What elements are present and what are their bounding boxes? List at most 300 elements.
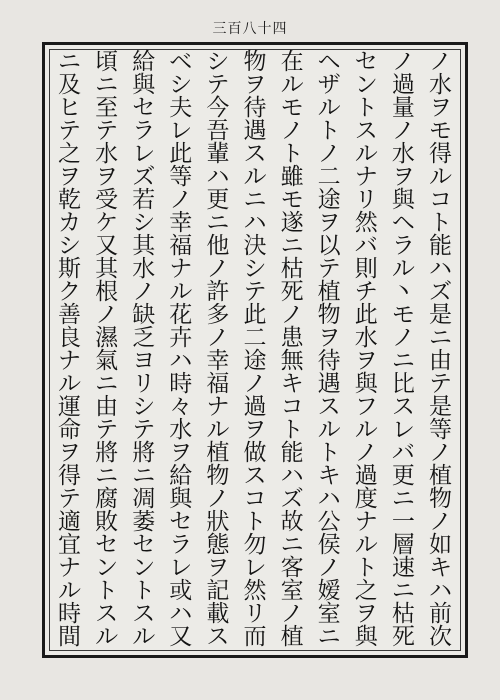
text-glyph: 時 (58, 601, 82, 627)
text-glyph: ル (132, 624, 156, 650)
text-glyph: ヲ (317, 325, 341, 351)
text-glyph: ナ (354, 164, 378, 190)
text-glyph: ト (354, 555, 378, 581)
text-glyph: 此 (169, 141, 193, 167)
text-column-9 (125, 49, 162, 650)
text-glyph: 患 (280, 325, 304, 351)
text-glyph: ノ (317, 555, 341, 581)
text-glyph: 其 (132, 233, 156, 259)
text-glyph: 更 (391, 463, 415, 489)
text-glyph: 植 (280, 624, 304, 650)
text-glyph: 之 (354, 578, 378, 604)
text-glyph: 由 (95, 394, 119, 420)
text-glyph: バ (354, 233, 378, 259)
text-glyph: シ (206, 49, 230, 75)
text-glyph: ヒ (58, 95, 82, 121)
text-column-3 (348, 49, 385, 650)
text-glyph: 枯 (391, 601, 415, 627)
text-glyph: ニ (95, 463, 119, 489)
text-glyph: ス (243, 463, 267, 489)
text-glyph: 多 (206, 302, 230, 328)
text-glyph: ノ (132, 279, 156, 305)
text-glyph: 花 (169, 302, 193, 328)
text-glyph: ス (206, 624, 230, 650)
page-number: 三百八十四 (212, 21, 288, 37)
text-glyph: ハ (206, 164, 230, 190)
text-glyph: ル (95, 624, 119, 650)
text-glyph: ノ (391, 118, 415, 144)
text-glyph: ヘ (317, 49, 341, 75)
text-glyph: 途 (317, 187, 341, 213)
text-glyph: ル (317, 417, 341, 443)
text-glyph: 時 (169, 371, 193, 397)
text-glyph: 丶 (391, 279, 415, 305)
text-glyph: ラ (169, 532, 193, 558)
text-glyph: 斯 (58, 256, 82, 282)
text-glyph: 室 (317, 601, 341, 627)
text-glyph: ベ (169, 49, 193, 75)
text-glyph: 水 (428, 72, 452, 98)
text-glyph: ノ (428, 49, 452, 75)
text-glyph: 水 (95, 141, 119, 167)
text-glyph: ト (354, 95, 378, 121)
text-glyph: キ (317, 463, 341, 489)
text-glyph: ニ (95, 371, 119, 397)
text-glyph: ル (428, 164, 452, 190)
text-glyph: リ (243, 601, 267, 627)
text-glyph: 過 (391, 72, 415, 98)
text-glyph: チ (354, 279, 378, 305)
text-glyph: 間 (58, 624, 82, 650)
text-glyph: 福 (169, 233, 193, 259)
text-glyph: ル (280, 72, 304, 98)
text-glyph: 死 (391, 624, 415, 650)
text-glyph: ル (354, 141, 378, 167)
text-glyph: ラ (132, 118, 156, 144)
text-glyph: 得 (58, 463, 82, 489)
text-glyph: バ (391, 440, 415, 466)
text-glyph: セ (169, 509, 193, 535)
text-glyph: ハ (169, 348, 193, 374)
text-column-8 (162, 49, 199, 650)
text-glyph: ヲ (58, 164, 82, 190)
text-glyph: 嫒 (317, 578, 341, 604)
text-glyph: ノ (280, 601, 304, 627)
text-glyph: ト (95, 578, 119, 604)
text-glyph: ス (95, 601, 119, 627)
text-glyph: 水 (391, 141, 415, 167)
text-glyph: 度 (354, 486, 378, 512)
text-glyph: 與 (169, 486, 193, 512)
text-column-2 (385, 49, 422, 650)
text-glyph: セ (132, 95, 156, 121)
text-glyph: 卉 (169, 325, 193, 351)
text-column-1 (422, 49, 459, 650)
text-glyph: リ (132, 371, 156, 397)
text-glyph: ト (280, 417, 304, 443)
text-glyph: ル (243, 164, 267, 190)
text-glyph: 或 (169, 578, 193, 604)
text-glyph: 受 (95, 187, 119, 213)
text-glyph: 記 (206, 578, 230, 604)
text-column-10 (88, 49, 125, 650)
text-glyph: カ (58, 210, 82, 236)
text-glyph: 許 (206, 279, 230, 305)
text-glyph: 速 (391, 555, 415, 581)
text-glyph: 過 (354, 463, 378, 489)
text-glyph: リ (354, 187, 378, 213)
text-glyph: 此 (354, 302, 378, 328)
text-glyph: 將 (132, 440, 156, 466)
text-glyph: 物 (243, 49, 267, 75)
text-glyph: ハ (169, 601, 193, 627)
text-glyph: 給 (169, 463, 193, 489)
text-glyph: 根 (95, 279, 119, 305)
text-glyph: テ (428, 371, 452, 397)
text-glyph: ニ (391, 578, 415, 604)
text-glyph: ノ (428, 509, 452, 535)
text-glyph: 死 (280, 279, 304, 305)
text-glyph: ズ (280, 486, 304, 512)
text-glyph: レ (391, 417, 415, 443)
text-glyph: 頃 (95, 49, 119, 75)
text-glyph: ノ (206, 256, 230, 282)
text-glyph: ル (58, 578, 82, 604)
text-glyph: 態 (206, 532, 230, 558)
text-glyph: ル (391, 256, 415, 282)
text-glyph: 及 (58, 72, 82, 98)
text-glyph: ノ (391, 49, 415, 75)
text-glyph: 客 (280, 555, 304, 581)
text-glyph: シ (58, 233, 82, 259)
text-glyph: シ (132, 394, 156, 420)
text-glyph: 與 (132, 72, 156, 98)
text-glyph: 缺 (132, 302, 156, 328)
text-glyph: 狀 (206, 509, 230, 535)
text-glyph: 良 (58, 325, 82, 351)
text-glyph: 之 (58, 141, 82, 167)
text-glyph: 輩 (206, 141, 230, 167)
text-glyph: テ (95, 118, 119, 144)
text-glyph: ヲ (243, 417, 267, 443)
text-glyph: 做 (243, 440, 267, 466)
text-glyph: ヲ (95, 164, 119, 190)
text-glyph: テ (317, 256, 341, 282)
text-glyph: 能 (280, 440, 304, 466)
text-glyph: ン (95, 555, 119, 581)
text-glyph: 給 (132, 49, 156, 75)
text-glyph: モ (391, 302, 415, 328)
text-glyph: 室 (280, 578, 304, 604)
text-glyph: テ (132, 417, 156, 443)
text-glyph: モ (280, 187, 304, 213)
text-glyph: ル (354, 532, 378, 558)
text-glyph: 公 (317, 509, 341, 535)
text-glyph: ノ (428, 440, 452, 466)
text-glyph: ハ (428, 256, 452, 282)
text-column-5 (274, 49, 311, 650)
text-glyph: 又 (169, 624, 193, 650)
text-glyph: ニ (206, 210, 230, 236)
text-glyph: ス (243, 141, 267, 167)
text-glyph: 水 (132, 256, 156, 282)
text-glyph: ニ (391, 486, 415, 512)
text-glyph: ズ (428, 279, 452, 305)
text-glyph: ニ (58, 49, 82, 75)
text-glyph: 吾 (206, 118, 230, 144)
text-glyph: 二 (243, 325, 267, 351)
text-glyph: ト (132, 578, 156, 604)
text-glyph: 幸 (169, 210, 193, 236)
text-glyph: ナ (58, 555, 82, 581)
text-glyph: 比 (391, 371, 415, 397)
text-glyph: 遇 (243, 118, 267, 144)
text-glyph: キ (428, 555, 452, 581)
text-glyph: ト (280, 141, 304, 167)
text-glyph: ノ (317, 141, 341, 167)
text-column-4 (311, 49, 348, 650)
text-glyph: シ (132, 210, 156, 236)
text-glyph: ナ (58, 348, 82, 374)
text-glyph: 其 (95, 256, 119, 282)
text-glyph: 然 (243, 578, 267, 604)
text-glyph: 與 (354, 371, 378, 397)
text-glyph: 次 (428, 624, 452, 650)
text-glyph: 然 (354, 210, 378, 236)
text-glyph: ヲ (354, 601, 378, 627)
text-glyph: ヲ (354, 348, 378, 374)
text-glyph: ノ (243, 371, 267, 397)
text-glyph: モ (428, 118, 452, 144)
text-glyph: ノ (280, 302, 304, 328)
text-glyph: 以 (317, 233, 341, 259)
text-glyph: 腐 (95, 486, 119, 512)
text-glyph: 無 (280, 348, 304, 374)
text-frame (42, 42, 468, 658)
text-glyph: ヨ (132, 348, 156, 374)
text-glyph: ヲ (169, 440, 193, 466)
text-glyph: シ (169, 72, 193, 98)
text-glyph: ス (132, 601, 156, 627)
text-glyph: ヲ (317, 210, 341, 236)
text-glyph: レ (169, 118, 193, 144)
text-glyph: 又 (95, 233, 119, 259)
text-glyph: レ (243, 555, 267, 581)
text-glyph: 前 (428, 601, 452, 627)
text-glyph: ス (391, 394, 415, 420)
text-glyph: テ (243, 279, 267, 305)
text-glyph: 是 (428, 394, 452, 420)
text-column-11 (51, 49, 88, 650)
text-glyph: 物 (206, 463, 230, 489)
text-glyph: ル (58, 371, 82, 397)
text-glyph: ニ (132, 463, 156, 489)
text-glyph: ヲ (428, 95, 452, 121)
text-glyph: ニ (391, 348, 415, 374)
text-column-6 (236, 49, 273, 650)
text-glyph: 量 (391, 95, 415, 121)
text-glyph: 故 (280, 509, 304, 535)
text-glyph: 途 (243, 348, 267, 374)
text-glyph: 々 (169, 394, 193, 420)
text-glyph: 遇 (317, 371, 341, 397)
text-glyph: コ (243, 486, 267, 512)
text-glyph: ハ (428, 578, 452, 604)
text-glyph: 乏 (132, 325, 156, 351)
text-glyph: ナ (169, 256, 193, 282)
text-glyph: 在 (280, 49, 304, 75)
text-glyph: ト (317, 118, 341, 144)
text-glyph: ノ (354, 440, 378, 466)
text-glyph: 層 (391, 532, 415, 558)
text-glyph: キ (280, 371, 304, 397)
text-glyph: 與 (354, 624, 378, 650)
text-glyph: セ (95, 532, 119, 558)
text-glyph: ノ (206, 486, 230, 512)
text-glyph: 而 (243, 624, 267, 650)
text-glyph: 等 (169, 164, 193, 190)
text-glyph: 物 (317, 302, 341, 328)
text-glyph: 萎 (132, 509, 156, 535)
text-glyph: ト (317, 440, 341, 466)
text-glyph: 運 (58, 394, 82, 420)
text-glyph: 是 (428, 302, 452, 328)
text-glyph: シ (243, 256, 267, 282)
text-glyph: 他 (206, 233, 230, 259)
text-glyph: ケ (95, 210, 119, 236)
text-glyph: 命 (58, 417, 82, 443)
text-glyph: テ (95, 417, 119, 443)
text-glyph: 雖 (280, 164, 304, 190)
text-glyph: ス (354, 118, 378, 144)
text-glyph: ニ (95, 72, 119, 98)
text-glyph: ヲ (391, 164, 415, 190)
text-glyph: 由 (428, 348, 452, 374)
text-glyph: セ (354, 49, 378, 75)
text-glyph: 枯 (280, 256, 304, 282)
text-glyph: ヲ (206, 555, 230, 581)
text-glyph: テ (206, 72, 230, 98)
vertical-text-columns (51, 49, 459, 650)
text-glyph: 敗 (95, 509, 119, 535)
text-glyph: 侯 (317, 532, 341, 558)
text-glyph: ン (354, 72, 378, 98)
text-glyph: 載 (206, 601, 230, 627)
text-glyph: 更 (206, 187, 230, 213)
text-glyph: ト (428, 210, 452, 236)
text-glyph: 若 (132, 187, 156, 213)
text-glyph: ヲ (58, 440, 82, 466)
text-glyph: 凋 (132, 486, 156, 512)
text-glyph: フ (354, 394, 378, 420)
text-glyph: 植 (428, 463, 452, 489)
text-glyph: 適 (58, 509, 82, 535)
text-glyph: ハ (280, 463, 304, 489)
text-glyph: 遂 (280, 210, 304, 236)
text-glyph: ノ (95, 302, 119, 328)
text-glyph: 水 (354, 325, 378, 351)
text-glyph: 待 (317, 348, 341, 374)
text-glyph: 氣 (95, 348, 119, 374)
text-glyph: ノ (206, 325, 230, 351)
text-glyph: ル (354, 417, 378, 443)
text-glyph: ル (317, 95, 341, 121)
text-glyph: ザ (317, 72, 341, 98)
text-glyph: 今 (206, 95, 230, 121)
text-glyph: ニ (280, 233, 304, 259)
text-glyph: 一 (391, 509, 415, 535)
text-glyph: ル (169, 279, 193, 305)
text-glyph: ノ (391, 325, 415, 351)
text-glyph: 物 (428, 486, 452, 512)
text-glyph: ノ (280, 118, 304, 144)
text-glyph: ヘ (391, 210, 415, 236)
text-glyph: 過 (243, 394, 267, 420)
text-glyph: 至 (95, 95, 119, 121)
text-glyph: テ (58, 118, 82, 144)
text-glyph: 濕 (95, 325, 119, 351)
text-glyph: ニ (317, 624, 341, 650)
text-glyph: ヲ (243, 72, 267, 98)
text-glyph: ル (206, 417, 230, 443)
text-glyph: ニ (243, 187, 267, 213)
text-glyph: 植 (317, 279, 341, 305)
text-glyph: ノ (169, 187, 193, 213)
text-glyph: 乾 (58, 187, 82, 213)
text-glyph: 與 (391, 187, 415, 213)
text-glyph: ハ (243, 210, 267, 236)
text-glyph: 宜 (58, 532, 82, 558)
text-column-7 (199, 49, 236, 650)
text-glyph: 植 (206, 440, 230, 466)
text-glyph: 能 (428, 233, 452, 259)
text-glyph: ト (243, 509, 267, 535)
text-glyph: 將 (95, 440, 119, 466)
text-glyph: セ (132, 532, 156, 558)
text-glyph: ラ (391, 233, 415, 259)
text-glyph: ハ (317, 486, 341, 512)
text-glyph: 等 (428, 417, 452, 443)
text-glyph: ン (132, 555, 156, 581)
text-glyph: レ (132, 141, 156, 167)
text-glyph: ナ (206, 394, 230, 420)
text-glyph: 得 (428, 141, 452, 167)
text-glyph: ズ (132, 164, 156, 190)
text-glyph: レ (169, 555, 193, 581)
text-glyph: テ (58, 486, 82, 512)
text-glyph: 善 (58, 302, 82, 328)
text-glyph: 水 (169, 417, 193, 443)
text-glyph: 勿 (243, 532, 267, 558)
text-glyph: 夫 (169, 95, 193, 121)
text-glyph: ク (58, 279, 82, 305)
text-glyph: コ (280, 394, 304, 420)
text-glyph: 幸 (206, 348, 230, 374)
text-glyph: ニ (280, 532, 304, 558)
text-glyph: 如 (428, 532, 452, 558)
text-glyph: 決 (243, 233, 267, 259)
text-glyph: 二 (317, 164, 341, 190)
text-glyph: 待 (243, 95, 267, 121)
text-glyph: モ (280, 95, 304, 121)
text-glyph: 則 (354, 256, 378, 282)
text-glyph: 福 (206, 371, 230, 397)
text-glyph: 此 (243, 302, 267, 328)
text-glyph: ス (317, 394, 341, 420)
text-glyph: コ (428, 187, 452, 213)
text-glyph: ナ (354, 509, 378, 535)
text-glyph: ニ (428, 325, 452, 351)
